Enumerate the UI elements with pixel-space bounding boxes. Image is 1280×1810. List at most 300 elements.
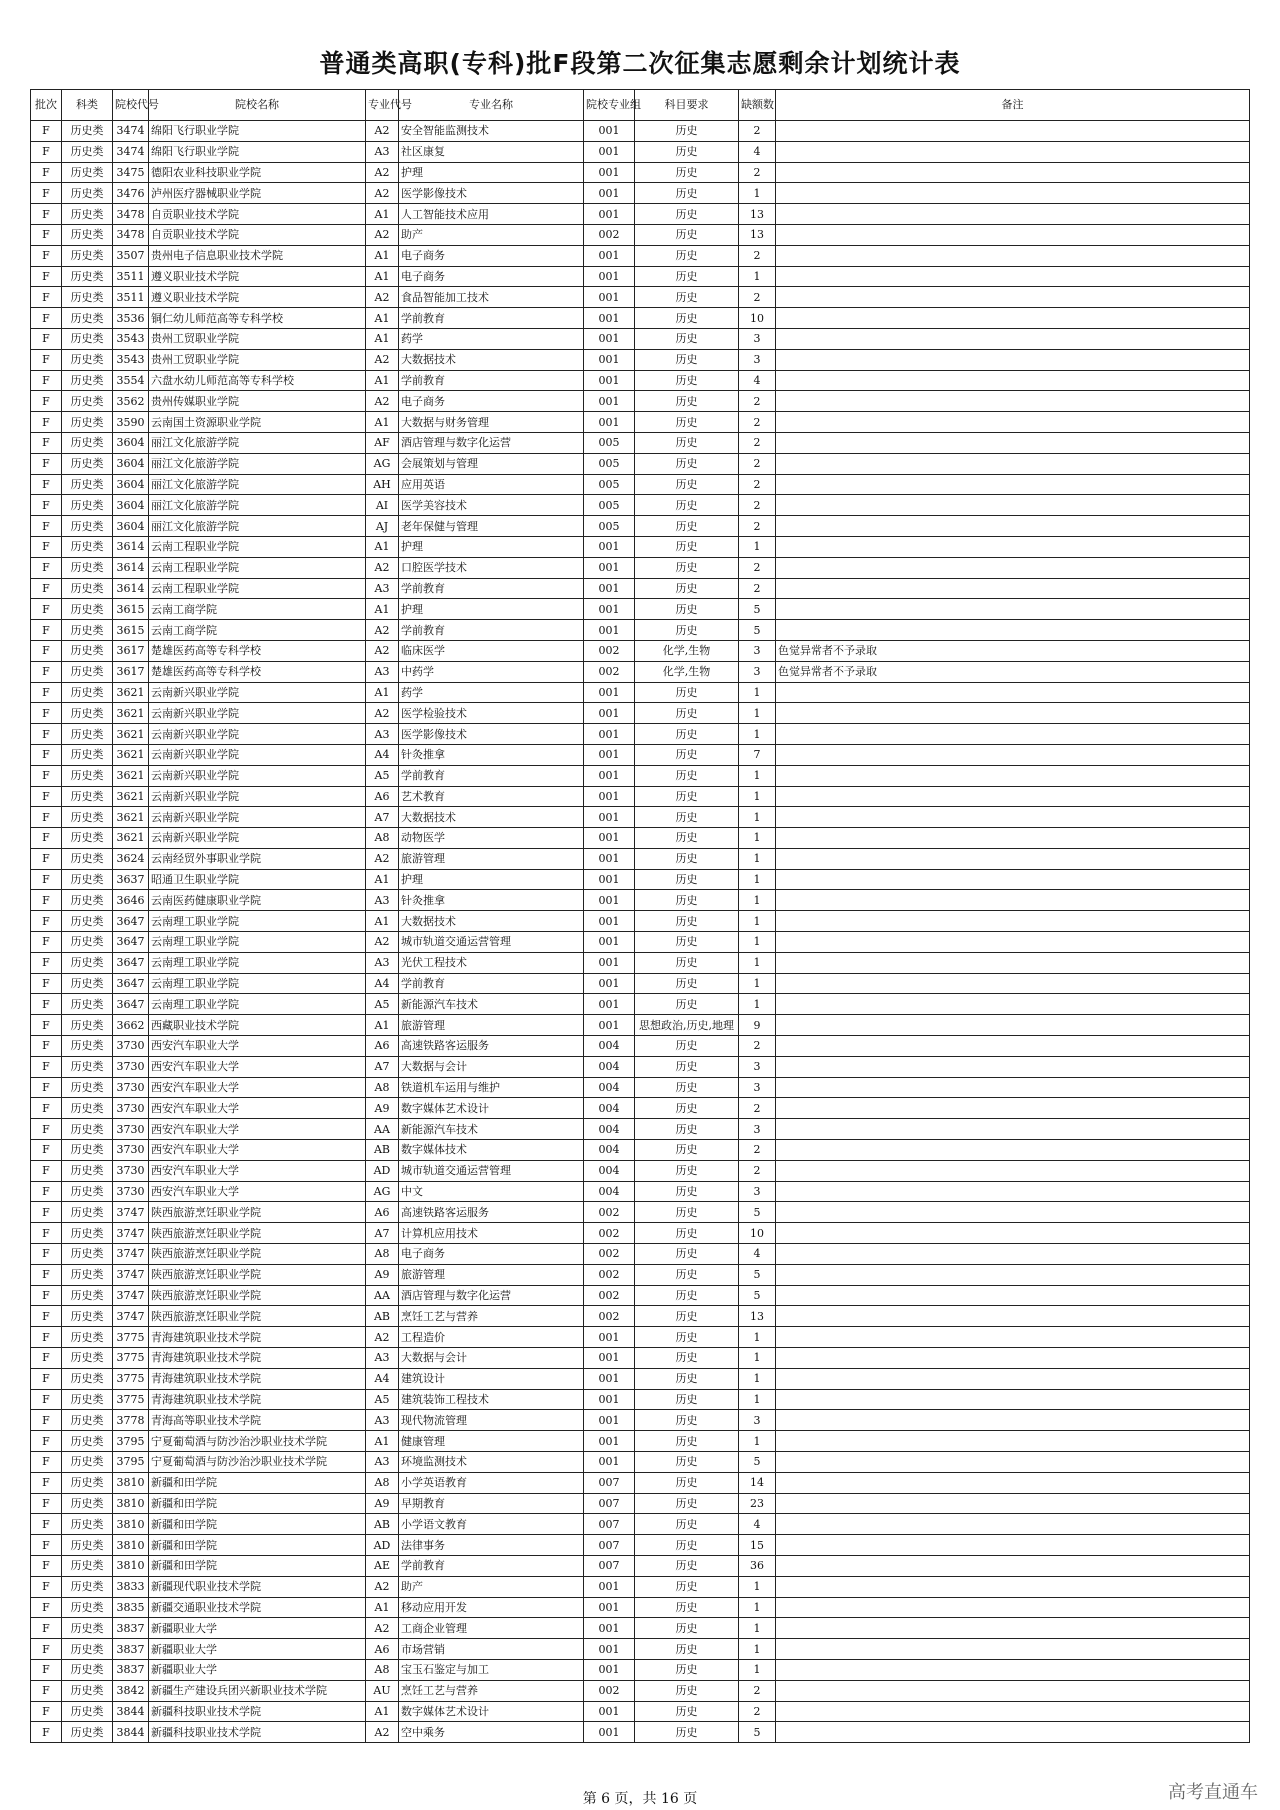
cell-major-group: 001	[584, 308, 635, 329]
cell-batch: F	[31, 204, 62, 225]
table-row	[31, 1514, 1250, 1535]
cell-major-code: A3	[366, 890, 399, 911]
col-school-code: 院校代号	[113, 90, 149, 121]
col-vacancy: 缺额数	[739, 90, 776, 121]
cell-major-name: 旅游管理	[399, 1015, 584, 1036]
cell-school-code: 3621	[113, 765, 149, 786]
cell-batch: F	[31, 765, 62, 786]
cell-subject-req: 历史	[635, 1576, 739, 1597]
cell-category: 历史类	[62, 932, 113, 953]
table-row	[31, 786, 1250, 807]
cell-school-code: 3747	[113, 1285, 149, 1306]
cell-major-code: A3	[366, 661, 399, 682]
cell-vacancy: 1	[739, 1576, 776, 1597]
cell-remarks	[776, 869, 1250, 890]
cell-remarks	[776, 807, 1250, 828]
cell-major-name: 计算机应用技术	[399, 1223, 584, 1244]
cell-batch: F	[31, 994, 62, 1015]
table-row	[31, 1452, 1250, 1473]
cell-remarks	[776, 952, 1250, 973]
cell-school-name: 西安汽车职业大学	[149, 1056, 366, 1077]
cell-subject-req: 历史	[635, 495, 739, 516]
cell-school-name: 陕西旅游烹饪职业学院	[149, 1202, 366, 1223]
cell-major-name: 安全智能监测技术	[399, 121, 584, 142]
cell-remarks	[776, 1535, 1250, 1556]
cell-subject-req: 历史	[635, 682, 739, 703]
cell-remarks	[776, 1160, 1250, 1181]
table-row	[31, 640, 1250, 661]
cell-school-name: 云南新兴职业学院	[149, 744, 366, 765]
cell-major-code: AD	[366, 1535, 399, 1556]
cell-major-name: 医学检验技术	[399, 703, 584, 724]
table-row	[31, 1389, 1250, 1410]
cell-remarks	[776, 1701, 1250, 1722]
cell-major-code: A2	[366, 1618, 399, 1639]
cell-vacancy: 1	[739, 952, 776, 973]
cell-vacancy: 2	[739, 453, 776, 474]
cell-major-group: 004	[584, 1140, 635, 1161]
cell-remarks	[776, 765, 1250, 786]
cell-category: 历史类	[62, 1680, 113, 1701]
table-row	[31, 1535, 1250, 1556]
cell-school-code: 3842	[113, 1680, 149, 1701]
cell-major-group: 001	[584, 1659, 635, 1680]
cell-vacancy: 1	[739, 828, 776, 849]
cell-batch: F	[31, 578, 62, 599]
cell-school-name: 新疆职业大学	[149, 1639, 366, 1660]
cell-major-name: 艺术教育	[399, 786, 584, 807]
cell-batch: F	[31, 1618, 62, 1639]
cell-school-name: 云南工程职业学院	[149, 578, 366, 599]
table-row	[31, 807, 1250, 828]
cell-school-name: 西藏职业技术学院	[149, 1015, 366, 1036]
cell-remarks: 色觉异常者不予录取	[776, 640, 1250, 661]
cell-category: 历史类	[62, 724, 113, 745]
cell-school-code: 3747	[113, 1244, 149, 1265]
cell-subject-req: 历史	[635, 1264, 739, 1285]
cell-vacancy: 1	[739, 848, 776, 869]
cell-school-name: 西安汽车职业大学	[149, 1140, 366, 1161]
cell-category: 历史类	[62, 536, 113, 557]
cell-major-name: 助产	[399, 1576, 584, 1597]
cell-subject-req: 思想政治,历史,地理	[635, 1015, 739, 1036]
cell-major-code: A1	[366, 1701, 399, 1722]
cell-subject-req: 历史	[635, 245, 739, 266]
table-row	[31, 682, 1250, 703]
cell-major-name: 护理	[399, 536, 584, 557]
cell-remarks	[776, 453, 1250, 474]
cell-vacancy: 13	[739, 224, 776, 245]
cell-major-code: A2	[366, 640, 399, 661]
cell-batch: F	[31, 224, 62, 245]
cell-major-group: 001	[584, 204, 635, 225]
cell-major-group: 001	[584, 287, 635, 308]
table-row	[31, 536, 1250, 557]
cell-school-code: 3730	[113, 1098, 149, 1119]
table-row	[31, 724, 1250, 745]
cell-vacancy: 1	[739, 890, 776, 911]
cell-vacancy: 2	[739, 1098, 776, 1119]
table-row	[31, 1722, 1250, 1743]
cell-major-name: 人工智能技术应用	[399, 204, 584, 225]
cell-batch: F	[31, 1410, 62, 1431]
cell-major-code: A1	[366, 245, 399, 266]
cell-major-code: A4	[366, 973, 399, 994]
cell-remarks	[776, 141, 1250, 162]
cell-major-name: 电子商务	[399, 391, 584, 412]
cell-vacancy: 1	[739, 1659, 776, 1680]
cell-batch: F	[31, 391, 62, 412]
cell-major-name: 市场营销	[399, 1639, 584, 1660]
cell-vacancy: 2	[739, 412, 776, 433]
cell-school-name: 丽江文化旅游学院	[149, 495, 366, 516]
cell-major-name: 数字媒体艺术设计	[399, 1098, 584, 1119]
cell-major-name: 工程造价	[399, 1327, 584, 1348]
cell-major-name: 空中乘务	[399, 1722, 584, 1743]
table-row	[31, 1036, 1250, 1057]
cell-school-name: 新疆和田学院	[149, 1514, 366, 1535]
cell-remarks	[776, 703, 1250, 724]
cell-vacancy: 15	[739, 1535, 776, 1556]
cell-category: 历史类	[62, 661, 113, 682]
cell-batch: F	[31, 536, 62, 557]
table-row	[31, 224, 1250, 245]
plan-table	[30, 89, 1250, 1743]
cell-batch: F	[31, 1472, 62, 1493]
cell-batch: F	[31, 1160, 62, 1181]
cell-school-code: 3647	[113, 994, 149, 1015]
cell-subject-req: 历史	[635, 432, 739, 453]
cell-vacancy: 1	[739, 1639, 776, 1660]
cell-major-group: 001	[584, 1327, 635, 1348]
cell-major-name: 法律事务	[399, 1535, 584, 1556]
cell-remarks	[776, 1493, 1250, 1514]
cell-batch: F	[31, 1493, 62, 1514]
cell-batch: F	[31, 620, 62, 641]
cell-school-code: 3615	[113, 620, 149, 641]
col-major-name: 专业名称	[399, 90, 584, 121]
cell-category: 历史类	[62, 495, 113, 516]
cell-major-group: 001	[584, 952, 635, 973]
cell-major-name: 学前教育	[399, 620, 584, 641]
cell-school-name: 自贡职业技术学院	[149, 224, 366, 245]
cell-major-code: A7	[366, 807, 399, 828]
cell-major-group: 001	[584, 1597, 635, 1618]
table-row	[31, 1348, 1250, 1369]
cell-subject-req: 历史	[635, 1535, 739, 1556]
cell-vacancy: 4	[739, 141, 776, 162]
cell-major-group: 002	[584, 1202, 635, 1223]
cell-major-name: 食品智能加工技术	[399, 287, 584, 308]
cell-major-group: 001	[584, 911, 635, 932]
cell-category: 历史类	[62, 141, 113, 162]
cell-school-code: 3747	[113, 1223, 149, 1244]
cell-batch: F	[31, 516, 62, 537]
cell-vacancy: 1	[739, 724, 776, 745]
cell-school-code: 3833	[113, 1576, 149, 1597]
cell-major-group: 005	[584, 474, 635, 495]
cell-subject-req: 化学,生物	[635, 640, 739, 661]
cell-school-name: 丽江文化旅游学院	[149, 474, 366, 495]
table-row	[31, 1306, 1250, 1327]
cell-remarks	[776, 1639, 1250, 1660]
cell-major-name: 城市轨道交通运营管理	[399, 1160, 584, 1181]
cell-major-name: 医学影像技术	[399, 183, 584, 204]
cell-major-code: A7	[366, 1223, 399, 1244]
cell-vacancy: 1	[739, 1597, 776, 1618]
cell-batch: F	[31, 121, 62, 142]
cell-category: 历史类	[62, 911, 113, 932]
cell-school-name: 贵州工贸职业学院	[149, 349, 366, 370]
cell-major-group: 001	[584, 1576, 635, 1597]
cell-vacancy: 1	[739, 765, 776, 786]
cell-major-group: 002	[584, 640, 635, 661]
cell-remarks	[776, 1327, 1250, 1348]
cell-category: 历史类	[62, 516, 113, 537]
cell-major-group: 001	[584, 994, 635, 1015]
cell-school-code: 3730	[113, 1056, 149, 1077]
cell-major-group: 004	[584, 1098, 635, 1119]
cell-subject-req: 历史	[635, 557, 739, 578]
cell-major-code: A3	[366, 1410, 399, 1431]
cell-batch: F	[31, 1576, 62, 1597]
table-row	[31, 973, 1250, 994]
cell-school-name: 青海建筑职业技术学院	[149, 1368, 366, 1389]
cell-subject-req: 历史	[635, 1036, 739, 1057]
cell-school-code: 3543	[113, 328, 149, 349]
table-row	[31, 204, 1250, 225]
page-footer: 第 6 页，共 16 页	[582, 1791, 698, 1807]
cell-major-group: 001	[584, 932, 635, 953]
cell-school-code: 3604	[113, 453, 149, 474]
cell-subject-req: 历史	[635, 765, 739, 786]
cell-major-code: A8	[366, 1077, 399, 1098]
cell-batch: F	[31, 661, 62, 682]
cell-major-code: AD	[366, 1160, 399, 1181]
cell-batch: F	[31, 557, 62, 578]
cell-category: 历史类	[62, 308, 113, 329]
cell-school-name: 新疆和田学院	[149, 1535, 366, 1556]
cell-school-code: 3747	[113, 1264, 149, 1285]
cell-major-code: A4	[366, 1368, 399, 1389]
cell-vacancy: 1	[739, 1389, 776, 1410]
cell-school-code: 3837	[113, 1639, 149, 1660]
cell-school-name: 西安汽车职业大学	[149, 1160, 366, 1181]
table-row	[31, 121, 1250, 142]
cell-major-name: 护理	[399, 162, 584, 183]
cell-major-name: 烹饪工艺与营养	[399, 1306, 584, 1327]
cell-vacancy: 23	[739, 1493, 776, 1514]
cell-major-group: 004	[584, 1160, 635, 1181]
cell-major-group: 001	[584, 1701, 635, 1722]
cell-vacancy: 1	[739, 994, 776, 1015]
cell-remarks	[776, 1576, 1250, 1597]
cell-major-group: 001	[584, 1015, 635, 1036]
cell-major-group: 004	[584, 1036, 635, 1057]
cell-school-code: 3795	[113, 1452, 149, 1473]
table-row	[31, 287, 1250, 308]
cell-subject-req: 历史	[635, 1410, 739, 1431]
cell-major-code: A8	[366, 1244, 399, 1265]
cell-category: 历史类	[62, 1181, 113, 1202]
cell-major-group: 001	[584, 391, 635, 412]
cell-major-group: 002	[584, 1680, 635, 1701]
cell-remarks	[776, 1244, 1250, 1265]
cell-school-code: 3554	[113, 370, 149, 391]
cell-remarks	[776, 121, 1250, 142]
table-row	[31, 1555, 1250, 1576]
cell-subject-req: 历史	[635, 1160, 739, 1181]
cell-major-name: 中药学	[399, 661, 584, 682]
cell-school-code: 3775	[113, 1348, 149, 1369]
cell-remarks	[776, 224, 1250, 245]
cell-major-name: 动物医学	[399, 828, 584, 849]
cell-school-code: 3536	[113, 308, 149, 329]
cell-category: 历史类	[62, 1327, 113, 1348]
table-row	[31, 370, 1250, 391]
cell-category: 历史类	[62, 1514, 113, 1535]
cell-remarks	[776, 1264, 1250, 1285]
cell-batch: F	[31, 287, 62, 308]
cell-major-group: 005	[584, 453, 635, 474]
cell-category: 历史类	[62, 890, 113, 911]
cell-school-code: 3730	[113, 1036, 149, 1057]
cell-major-name: 学前教育	[399, 765, 584, 786]
cell-remarks	[776, 1077, 1250, 1098]
table-row	[31, 183, 1250, 204]
cell-major-group: 001	[584, 973, 635, 994]
cell-remarks	[776, 245, 1250, 266]
cell-major-code: A6	[366, 1639, 399, 1660]
cell-vacancy: 2	[739, 1680, 776, 1701]
cell-major-group: 001	[584, 412, 635, 433]
table-row	[31, 1431, 1250, 1452]
cell-subject-req: 历史	[635, 349, 739, 370]
cell-major-code: AJ	[366, 516, 399, 537]
cell-major-name: 大数据技术	[399, 911, 584, 932]
cell-major-group: 007	[584, 1472, 635, 1493]
cell-school-name: 青海建筑职业技术学院	[149, 1327, 366, 1348]
cell-school-name: 新疆现代职业技术学院	[149, 1576, 366, 1597]
cell-batch: F	[31, 349, 62, 370]
cell-category: 历史类	[62, 391, 113, 412]
cell-school-code: 3621	[113, 724, 149, 745]
cell-school-name: 丽江文化旅游学院	[149, 453, 366, 474]
cell-remarks	[776, 1181, 1250, 1202]
cell-major-code: A2	[366, 183, 399, 204]
cell-school-name: 绵阳飞行职业学院	[149, 121, 366, 142]
cell-major-group: 001	[584, 1410, 635, 1431]
cell-batch: F	[31, 308, 62, 329]
cell-batch: F	[31, 1056, 62, 1077]
cell-vacancy: 4	[739, 1244, 776, 1265]
cell-subject-req: 历史	[635, 1348, 739, 1369]
cell-vacancy: 1	[739, 1348, 776, 1369]
cell-remarks	[776, 786, 1250, 807]
cell-major-code: A2	[366, 848, 399, 869]
cell-school-name: 陕西旅游烹饪职业学院	[149, 1244, 366, 1265]
cell-batch: F	[31, 1181, 62, 1202]
cell-category: 历史类	[62, 1597, 113, 1618]
cell-major-group: 001	[584, 1618, 635, 1639]
cell-category: 历史类	[62, 1410, 113, 1431]
cell-school-code: 3604	[113, 474, 149, 495]
cell-remarks	[776, 1306, 1250, 1327]
cell-major-name: 小学语文教育	[399, 1514, 584, 1535]
cell-school-name: 新疆和田学院	[149, 1472, 366, 1493]
table-row	[31, 453, 1250, 474]
cell-major-name: 环境监测技术	[399, 1452, 584, 1473]
cell-school-name: 新疆职业大学	[149, 1659, 366, 1680]
cell-major-group: 001	[584, 620, 635, 641]
cell-batch: F	[31, 432, 62, 453]
cell-major-group: 001	[584, 599, 635, 620]
cell-school-name: 云南理工职业学院	[149, 973, 366, 994]
cell-major-group: 005	[584, 516, 635, 537]
cell-remarks	[776, 1659, 1250, 1680]
cell-vacancy: 3	[739, 349, 776, 370]
cell-subject-req: 历史	[635, 1140, 739, 1161]
cell-vacancy: 1	[739, 786, 776, 807]
cell-batch: F	[31, 848, 62, 869]
cell-major-code: A3	[366, 1348, 399, 1369]
cell-major-name: 电子商务	[399, 245, 584, 266]
cell-school-name: 陕西旅游烹饪职业学院	[149, 1223, 366, 1244]
cell-subject-req: 历史	[635, 453, 739, 474]
col-remarks: 备注	[776, 90, 1250, 121]
cell-vacancy: 9	[739, 1015, 776, 1036]
cell-major-group: 001	[584, 536, 635, 557]
cell-category: 历史类	[62, 183, 113, 204]
cell-school-code: 3604	[113, 495, 149, 516]
col-subject-req: 科目要求	[635, 90, 739, 121]
cell-school-code: 3747	[113, 1202, 149, 1223]
cell-school-name: 贵州传媒职业学院	[149, 391, 366, 412]
cell-batch: F	[31, 1597, 62, 1618]
cell-category: 历史类	[62, 848, 113, 869]
cell-subject-req: 历史	[635, 1056, 739, 1077]
cell-school-name: 云南新兴职业学院	[149, 765, 366, 786]
cell-batch: F	[31, 724, 62, 745]
cell-major-group: 001	[584, 349, 635, 370]
cell-remarks	[776, 328, 1250, 349]
cell-major-code: AU	[366, 1680, 399, 1701]
cell-school-code: 3476	[113, 183, 149, 204]
cell-subject-req: 历史	[635, 994, 739, 1015]
table-row	[31, 1264, 1250, 1285]
cell-school-name: 宁夏葡萄酒与防沙治沙职业技术学院	[149, 1431, 366, 1452]
cell-school-code: 3646	[113, 890, 149, 911]
cell-category: 历史类	[62, 1431, 113, 1452]
table-row	[31, 661, 1250, 682]
cell-major-group: 004	[584, 1181, 635, 1202]
cell-remarks	[776, 848, 1250, 869]
cell-major-name: 高速铁路客运服务	[399, 1202, 584, 1223]
cell-subject-req: 化学,生物	[635, 661, 739, 682]
cell-category: 历史类	[62, 1618, 113, 1639]
cell-vacancy: 2	[739, 1036, 776, 1057]
cell-school-name: 西安汽车职业大学	[149, 1098, 366, 1119]
cell-school-code: 3562	[113, 391, 149, 412]
cell-subject-req: 历史	[635, 911, 739, 932]
cell-remarks	[776, 620, 1250, 641]
cell-vacancy: 2	[739, 1160, 776, 1181]
cell-major-group: 002	[584, 224, 635, 245]
cell-remarks	[776, 1410, 1250, 1431]
cell-school-name: 云南新兴职业学院	[149, 724, 366, 745]
cell-major-code: A8	[366, 1659, 399, 1680]
cell-subject-req: 历史	[635, 391, 739, 412]
